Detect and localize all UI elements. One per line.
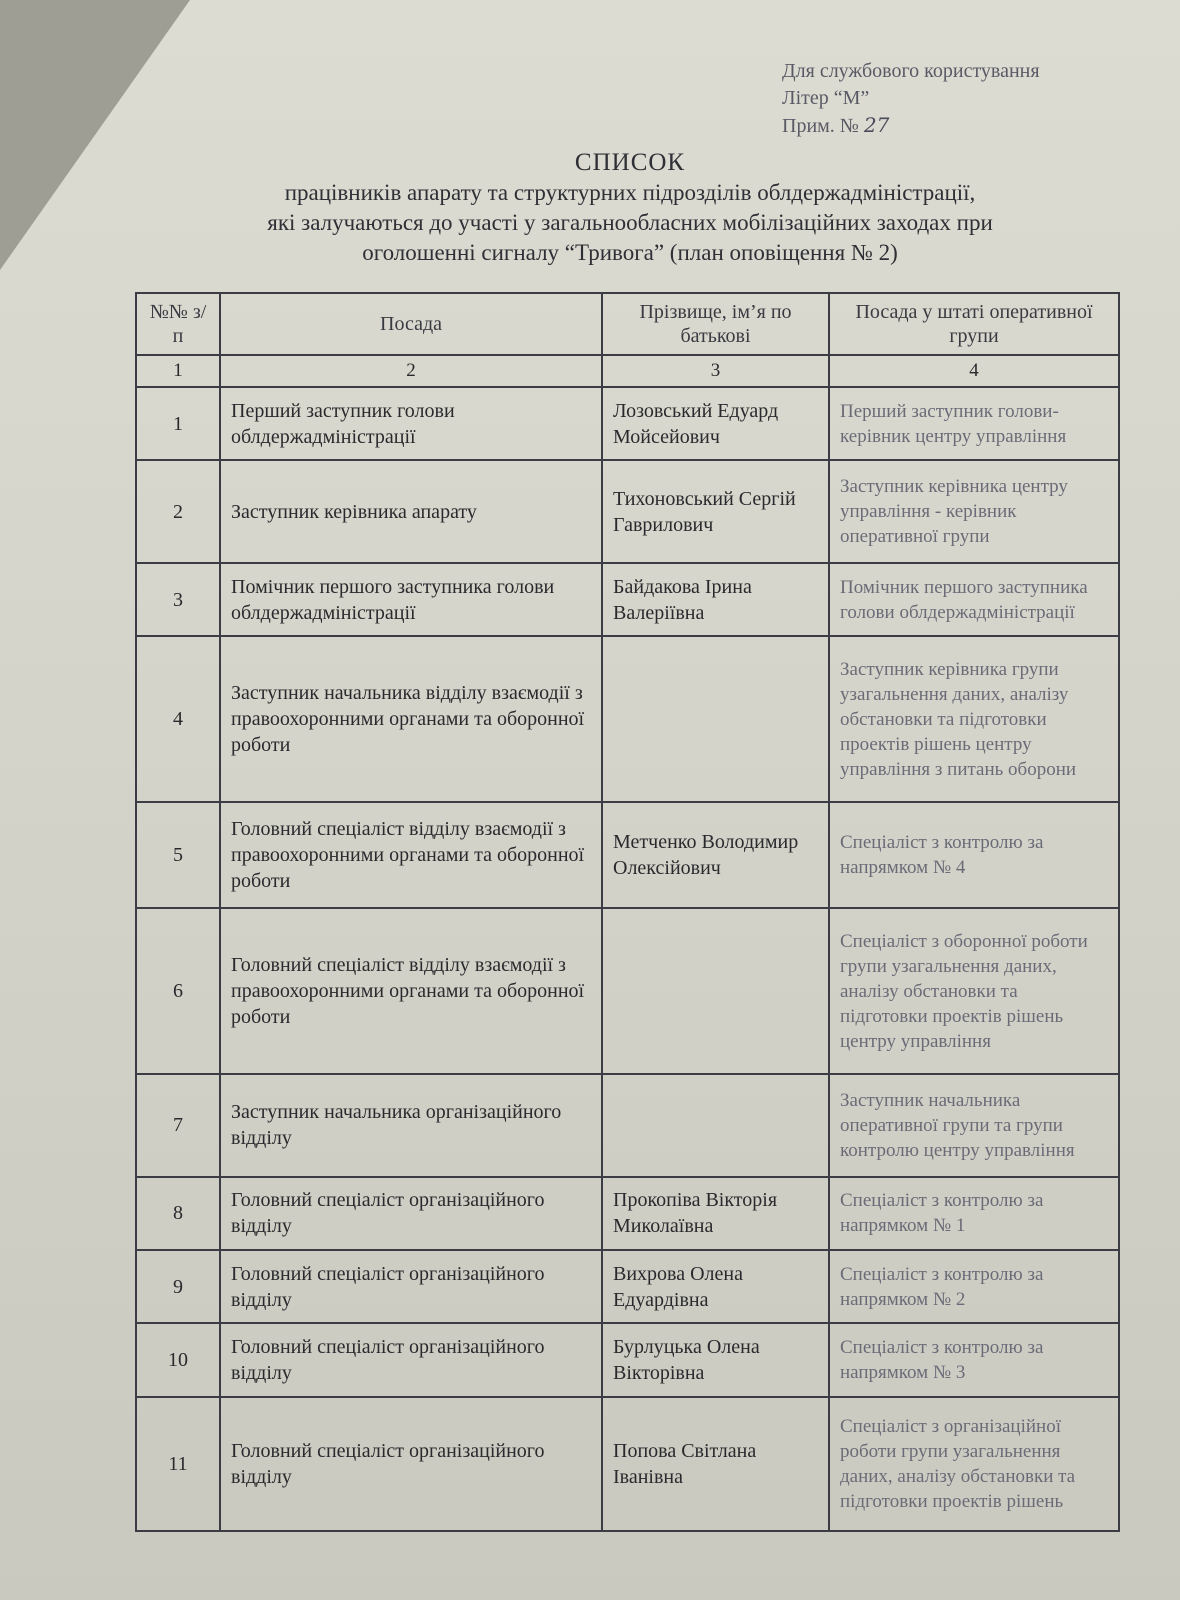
column-index: 2 bbox=[220, 355, 602, 387]
table-row bbox=[136, 1397, 1119, 1531]
row-position: Головний спеціаліст організаційного відділу bbox=[220, 1323, 602, 1396]
row-number: 1 bbox=[136, 387, 220, 460]
restriction-stamp bbox=[782, 58, 1040, 140]
table-header-row bbox=[136, 293, 1119, 355]
row-full-name: Метченко Володимир Олексійович bbox=[602, 802, 829, 908]
copy-number-label: Прим. № bbox=[782, 115, 859, 137]
row-number: 6 bbox=[136, 908, 220, 1074]
column-index-row bbox=[136, 355, 1119, 387]
personnel-table bbox=[135, 292, 1120, 1532]
row-number: 7 bbox=[136, 1074, 220, 1177]
row-number: 3 bbox=[136, 563, 220, 636]
copy-number-handwritten: 27 bbox=[863, 113, 890, 137]
table-row bbox=[136, 908, 1119, 1074]
row-operative-position: Спеціаліст з контролю за напрямком № 4 bbox=[829, 802, 1119, 908]
row-number: 9 bbox=[136, 1250, 220, 1323]
table-row bbox=[136, 563, 1119, 636]
row-position: Помічник першого заступника голови облдержадміністрації bbox=[220, 563, 602, 636]
row-position: Заступник начальника відділу взаємодії з правоохоронними органами та оборонної роботи bbox=[220, 636, 602, 802]
row-number: 2 bbox=[136, 460, 220, 563]
row-number: 8 bbox=[136, 1177, 220, 1250]
header-full-name: Прізвище, ім’я по батькові bbox=[602, 293, 829, 355]
table-row bbox=[136, 1250, 1119, 1323]
row-full-name bbox=[602, 908, 829, 1074]
row-full-name: Вихрова Олена Едуардівна bbox=[602, 1250, 829, 1323]
row-operative-position: Заступник керівника групи узагальнення даних, аналізу обстановки та підготовки проектів рішень центру управління з питань оборони bbox=[829, 636, 1119, 802]
row-position: Перший заступник голови облдержадміністрації bbox=[220, 387, 602, 460]
table-row bbox=[136, 1177, 1119, 1250]
column-index: 4 bbox=[829, 355, 1119, 387]
row-full-name bbox=[602, 636, 829, 802]
row-number: 10 bbox=[136, 1323, 220, 1396]
table-row bbox=[136, 387, 1119, 460]
header-operative-position: Посада у штаті оперативної групи bbox=[829, 293, 1119, 355]
row-full-name: Бурлуцька Олена Вікторівна bbox=[602, 1323, 829, 1396]
heading-line-2: які залучаються до участі у загальнообласних мобілізаційних заходах при bbox=[267, 210, 993, 235]
row-operative-position: Перший заступник голови-керівник центру управління bbox=[829, 387, 1119, 460]
row-position: Заступник начальника організаційного відділу bbox=[220, 1074, 602, 1177]
row-operative-position: Спеціаліст з організаційної роботи групи узагальнення даних, аналізу обстановки та підготовки проектів рішень bbox=[829, 1397, 1119, 1531]
row-operative-position: Спеціаліст з контролю за напрямком № 2 bbox=[829, 1250, 1119, 1323]
row-full-name bbox=[602, 1074, 829, 1177]
stamp-line-2: Літер “М” bbox=[782, 87, 870, 109]
row-operative-position: Помічник першого заступника голови облдержадміністрації bbox=[829, 563, 1119, 636]
row-position: Головний спеціаліст організаційного відділу bbox=[220, 1250, 602, 1323]
document-title: СПИСОК bbox=[574, 149, 686, 176]
column-index: 1 bbox=[136, 355, 220, 387]
row-position: Головний спеціаліст організаційного відділу bbox=[220, 1397, 602, 1531]
table-row bbox=[136, 802, 1119, 908]
table-row bbox=[136, 1323, 1119, 1396]
row-full-name: Попова Світлана Іванівна bbox=[602, 1397, 829, 1531]
row-operative-position: Спеціаліст з контролю за напрямком № 3 bbox=[829, 1323, 1119, 1396]
row-number: 5 bbox=[136, 802, 220, 908]
stamp-line-3 bbox=[782, 112, 1040, 140]
row-number: 4 bbox=[136, 636, 220, 802]
row-full-name: Прокопіва Вікторія Миколаївна bbox=[602, 1177, 829, 1250]
row-full-name: Лозовський Едуард Мойсейович bbox=[602, 387, 829, 460]
header-number: №№ з/п bbox=[136, 293, 220, 355]
row-operative-position: Заступник керівника центру управління - керівник оперативної групи bbox=[829, 460, 1119, 563]
row-operative-position: Заступник начальника оперативної групи та групи контролю центру управління bbox=[829, 1074, 1119, 1177]
stamp-line-1: Для службового користування bbox=[782, 60, 1040, 82]
row-operative-position: Спеціаліст з оборонної роботи групи узагальнення даних, аналізу обстановки та підготовки проектів рішень центру управління bbox=[829, 908, 1119, 1074]
heading-line-1: працівників апарату та структурних підрозділів облдержадміністрації, bbox=[284, 180, 976, 205]
heading-line-3: оголошенні сигналу “Тривога” (план оповіщення № 2) bbox=[362, 240, 898, 265]
row-position: Головний спеціаліст організаційного відділу bbox=[220, 1177, 602, 1250]
row-full-name: Тихоновський Сергій Гаврилович bbox=[602, 460, 829, 563]
header-position: Посада bbox=[220, 293, 602, 355]
table-row bbox=[136, 460, 1119, 563]
row-position: Головний спеціаліст відділу взаємодії з правоохоронними органами та оборонної роботи bbox=[220, 802, 602, 908]
column-index: 3 bbox=[602, 355, 829, 387]
row-operative-position: Спеціаліст з контролю за напрямком № 1 bbox=[829, 1177, 1119, 1250]
document-heading bbox=[150, 148, 1110, 268]
row-number: 11 bbox=[136, 1397, 220, 1531]
row-full-name: Байдакова Ірина Валеріївна bbox=[602, 563, 829, 636]
table-row bbox=[136, 636, 1119, 802]
row-position: Заступник керівника апарату bbox=[220, 460, 602, 563]
row-position: Головний спеціаліст відділу взаємодії з правоохоронними органами та оборонної роботи bbox=[220, 908, 602, 1074]
table-row bbox=[136, 1074, 1119, 1177]
